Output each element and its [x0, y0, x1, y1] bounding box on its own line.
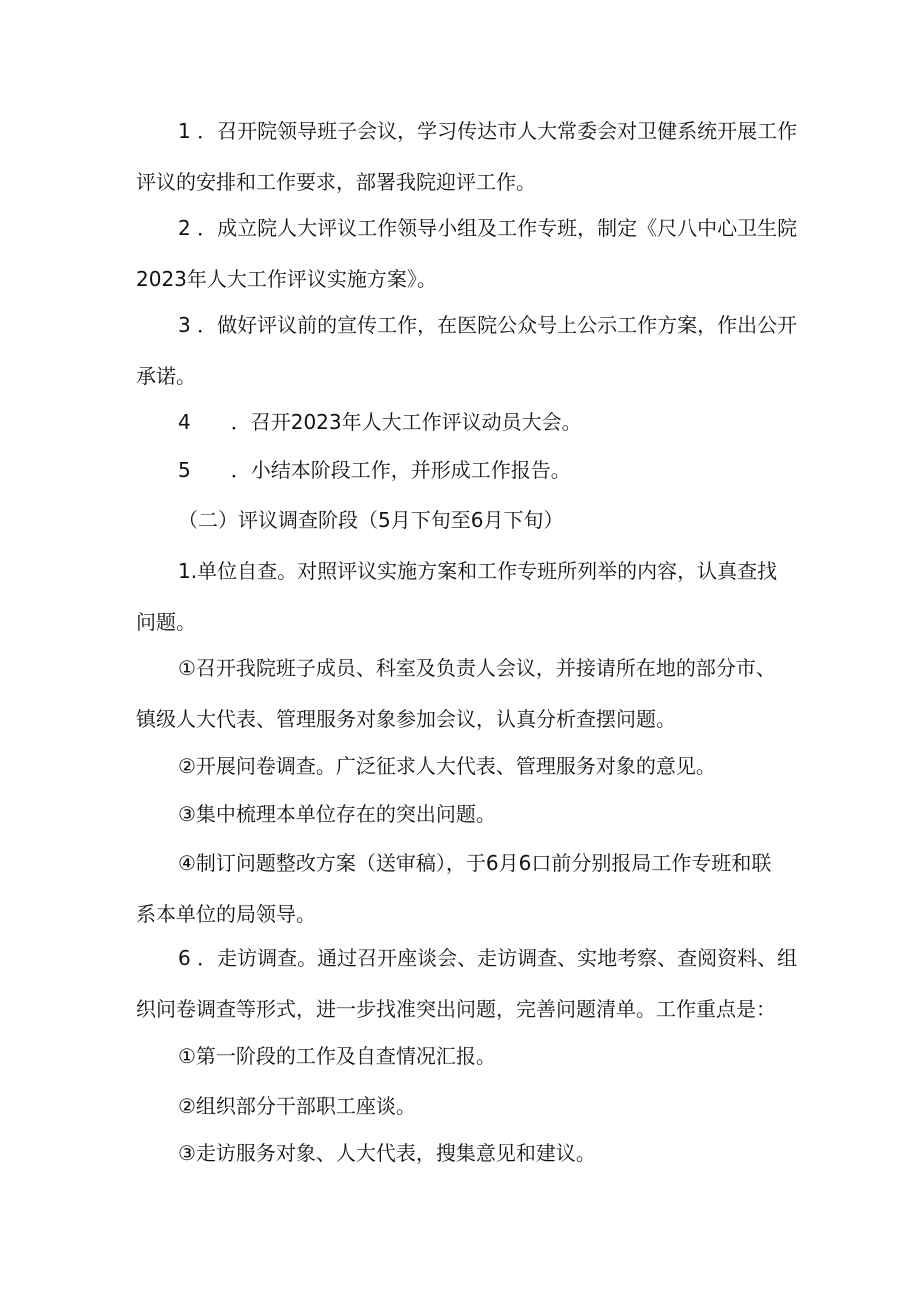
paragraph-4: [136, 397, 796, 448]
paragraph-line: 织问卷调查等形式，进一步找准突出问题，完善问题清单。工作重点是：: [136, 997, 776, 1021]
paragraph-12: [136, 933, 796, 1035]
paragraph-line: 2023年人大工作评议实施方案》。: [136, 267, 437, 291]
paragraph-line: ④制订问题整改方案（送审稿），于6月6口前分别报局工作专班和联: [178, 851, 772, 875]
paragraph-line: 问题。: [136, 610, 196, 634]
paragraph-13: [136, 1031, 796, 1082]
paragraph-line: ①第一阶段的工作及自查情况汇报。: [178, 1044, 496, 1068]
paragraph-line: ③走访服务对象、人大代表，搜集意见和建议。: [178, 1141, 596, 1165]
paragraph-line: 2 ．成立院人大评议工作领导小组及工作专班，制定《尺八中心卫生院: [178, 216, 798, 240]
paragraph-line: 系本单位的局领导。: [136, 902, 316, 926]
paragraph-8: [136, 643, 796, 745]
paragraph-line: ③集中梳理本单位存在的突出问题。: [178, 802, 496, 826]
paragraph-line: ①召开我院班子成员、科室及负责人会议，并接请所在地的部分市、: [178, 656, 776, 680]
paragraph-9: [136, 741, 796, 792]
paragraph-3: [136, 300, 796, 402]
paragraph-line: 1.单位自查。对照评议实施方案和工作专班所列举的内容，认真查找: [178, 559, 778, 583]
paragraph-7: [136, 546, 796, 648]
section-heading: [136, 495, 796, 546]
paragraph-line: 镇级人大代表、管理服务对象参加会议，认真分析查摆问题。: [136, 707, 676, 731]
paragraph-15: [136, 1128, 796, 1179]
paragraph-14: [136, 1081, 796, 1132]
paragraph-line: ②开展问卷调查。广泛征求人大代表、管理服务对象的意见。: [178, 754, 716, 778]
paragraph-line: 5 ．小结本阶段工作，并形成工作报告。: [178, 458, 571, 482]
paragraph-line: 1 ．召开院领导班子会议，学习传达市人大常委会对卫健系统开展工作: [178, 119, 798, 143]
paragraph-line: 4 ．召开2023年人大工作评议动员大会。: [178, 410, 582, 434]
paragraph-line: 6 ．走访调查。通过召开座谈会、走访调查、实地考察、查阅资料、组: [178, 946, 798, 970]
paragraph-11: [136, 838, 796, 940]
paragraph-line: 3 ．做好评议前的宣传工作，在医院公众号上公示工作方案，作出公开: [178, 313, 798, 337]
paragraph-line: ②组织部分干部职工座谈。: [178, 1094, 416, 1118]
paragraph-2: [136, 203, 796, 305]
paragraph-line: 承诺。: [136, 364, 196, 388]
paragraph-line: （二）评议调查阶段（5月下旬至6月下旬）: [178, 508, 564, 532]
paragraph-line: 评议的安排和工作要求，部署我院迎评工作。: [136, 170, 536, 194]
paragraph-5: [136, 445, 796, 496]
paragraph-10: [136, 789, 796, 840]
paragraph-1: [136, 106, 796, 208]
